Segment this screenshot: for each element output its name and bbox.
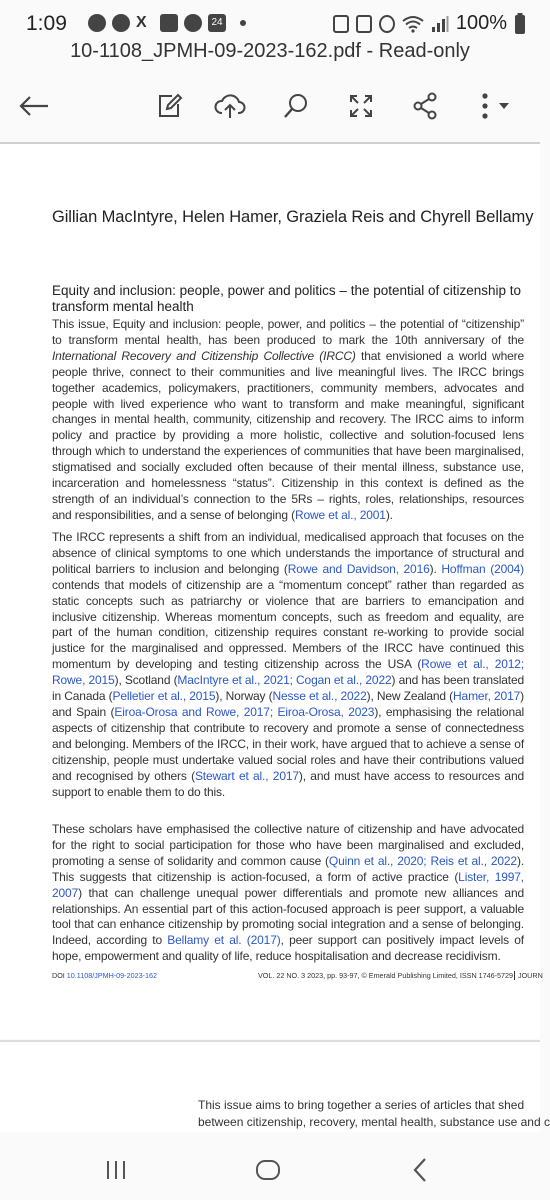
citation-link[interactable]: Bellamy et al. (2017) [167,933,281,948]
cloud-upload-icon [214,92,246,120]
paragraph-1: This issue, Equity and inclusion: people, power, and politics – the potential of “citizenship” to transform mental health, has been produced to mark the 10th anniversary of the International Recovery and Citizenship Collective (IRCC) that envisioned a world where people thrive, connect to their communities and live meaningful lives. The IRCC brings together academics, policymakers, practitioners, community members, advocates and people with lived experience who want to transform and make meaningful, significant changes in mental health, community, citizenship and recovery. The IRCC aims to inform policy and practice by providing a more holistic, collective and solution-focused lens through which to understand the experiences of communities that have been marginalised, stigmatised and socially excluded often because of their mental illness, substance use, incarceration and homelessness “status”. Citizenship in this context is defined as the strength of an individual’s connection to the 5Rs – rights, roles, relationships, resources and responsibilities, and a sense of belonging (Rowe et al., 2001). [52,317,524,522]
back-icon [410,1157,430,1183]
recents-button[interactable] [96,1150,136,1190]
citation-link[interactable]: Eiroa-Orosa and Rowe, 2017; Eiroa-Orosa, 2023 [114,704,375,719]
citation-link[interactable]: Rowe et al., 2001 [294,507,386,522]
next-page-line: This issue aims to bring together a series of articles that shed [198,1098,525,1112]
home-icon [255,1157,281,1183]
nfc-icon [356,15,372,33]
status-time: 1:09 [26,12,67,35]
citation-link[interactable]: Pelletier et al., 2015 [112,689,216,704]
navigation-bar [0,1140,540,1200]
mute-icon [379,15,395,33]
paragraph-3: These scholars have emphasised the collective nature of citizenship and have advocated for the right to social participation for those who have been marginalised and excluded, promoting a sense of solidarity and common cause (Quinn et al., 2020; Reis et al., 2022). This suggests that citizenship is action-focused, a form of active practice (Lister, 1997, 2007) that can challenge unequal power differentials and promote new alliances and relationships. An essential part of this action-focused approach is peer support, a valuable tool that can enhance citizenship by promoting social integration and a sense of belonging. Indeed, according to Bellamy et al. (2017), peer support can positively impact levels of hope, empowerment and quality of life, reduce hospitalisation and decrease recidivism. [52,822,524,964]
citation-link[interactable]: Hoffman (2004) [441,561,525,576]
footer-doi: DOI 10.1108/JPMH-09-2023-162 [52,971,157,980]
search-button[interactable] [276,86,316,126]
x-icon: X [136,14,147,31]
edit-icon [156,92,184,120]
messenger-icon [112,14,130,32]
signal-icon [431,15,449,33]
upload-button[interactable] [210,86,250,126]
search-icon [282,92,310,120]
citation-link[interactable]: Quinn et al., 2020; Reis et al., 2022 [328,853,517,868]
whatsapp-icon [88,14,106,32]
home-button[interactable] [248,1150,288,1190]
edit-button[interactable] [150,86,190,126]
paragraph-2: The IRCC represents a shift from an individual, medicalised approach that focuses on the absence of clinical symptoms to one which understands the importance of structural and political barriers to inclusion and belonging (Rowe and Davidson, 2016). Hoffman (2004) contends that models of citizenship are a “momentum concept” rather than regarded as static concepts such as patriarchy or violence that are barriers to emancipation and inclusive citizenship. Whereas momentum concepts, such as freedom and equality, are part of the human condition, citizenship requires constant re-working to provide social justice for the marginalised and oppressed. Members of the IRCC have continued this momentum by developing and testing citizenship across the USA (Rowe et al., 2012; Rowe, 2015), Scotland (MacIntyre et al., 2021; Cogan et al., 2022) and has been translated in Canada (Pelletier et al., 2015), Norway (Nesse et al., 2022), New Zealand (Hamer, 2017) and Spain (Eiroa-Orosa and Rowe, 2017; Eiroa-Orosa, 2023), emphasising the relational aspects of citizenship that contribute to recovery and promote a sense of connectedness and belonging. Members of the IRCC, in their work, have argued that to achieve a sense of citizenship, people must undertake valued social roles and have their contributions valued and recognised by others (Stewart et al., 2017), and must have access to resources and support to enable them to do this. [52,530,525,799]
next-page-line: between citizenship, recovery, mental health, substance use and c [198,1115,550,1129]
alarm-icon [333,15,349,33]
citation-link[interactable]: MacIntyre et al., 2021; Cogan et al., 2022 [177,673,392,688]
back-button[interactable] [14,86,54,126]
doi-link[interactable]: 10.1108/JPMH-09-2023-162 [66,971,157,980]
shopping-icon [160,14,178,32]
system-status [333,12,526,35]
toolbar [0,78,540,134]
fullscreen-icon [347,92,375,120]
battery-percent: 100% [455,12,507,34]
recents-icon [104,1158,128,1182]
share-button[interactable] [405,86,445,126]
citation-link[interactable]: Nesse et al., 2022 [272,689,367,704]
more-icon [475,92,519,120]
document-title: 10-1108_JPMH-09-2023-162.pdf - Read-only [70,40,470,62]
wifi-icon [402,15,424,33]
authors: Gillian MacIntyre, Helen Hamer, Graziela Reis and Chyrell Bellamy [52,208,534,226]
citation-link[interactable]: Rowe and Davidson, 2016 [287,561,430,576]
back-nav-button[interactable] [400,1150,440,1190]
citation-link[interactable]: Stewart et al., 2017 [194,768,299,783]
account-icon [184,14,202,32]
article-heading: Equity and inclusion: people, power and politics – the potential of citizenship to transform mental health [52,283,522,314]
footer-journal: JOURN [514,971,543,980]
share-icon [411,92,439,120]
citation-link[interactable]: Lister, 1997, 2007 [52,869,524,900]
citation-link[interactable]: Rowe et al., 2012; Rowe, 2015 [52,657,525,688]
calendar-badge-icon: 24 [208,14,226,32]
battery-icon [514,13,526,35]
more-options-button[interactable] [470,86,524,126]
citation-link[interactable]: Hamer, 2017 [453,689,521,704]
back-arrow-icon [18,94,50,118]
fullscreen-button[interactable] [341,86,381,126]
dot-icon [240,20,246,26]
footer-volume: VOL. 22 NO. 3 2023, pp. 93-97, © Emerald Publishing Limited, ISSN 1746-5729 [258,971,514,980]
notification-icons [88,14,246,32]
